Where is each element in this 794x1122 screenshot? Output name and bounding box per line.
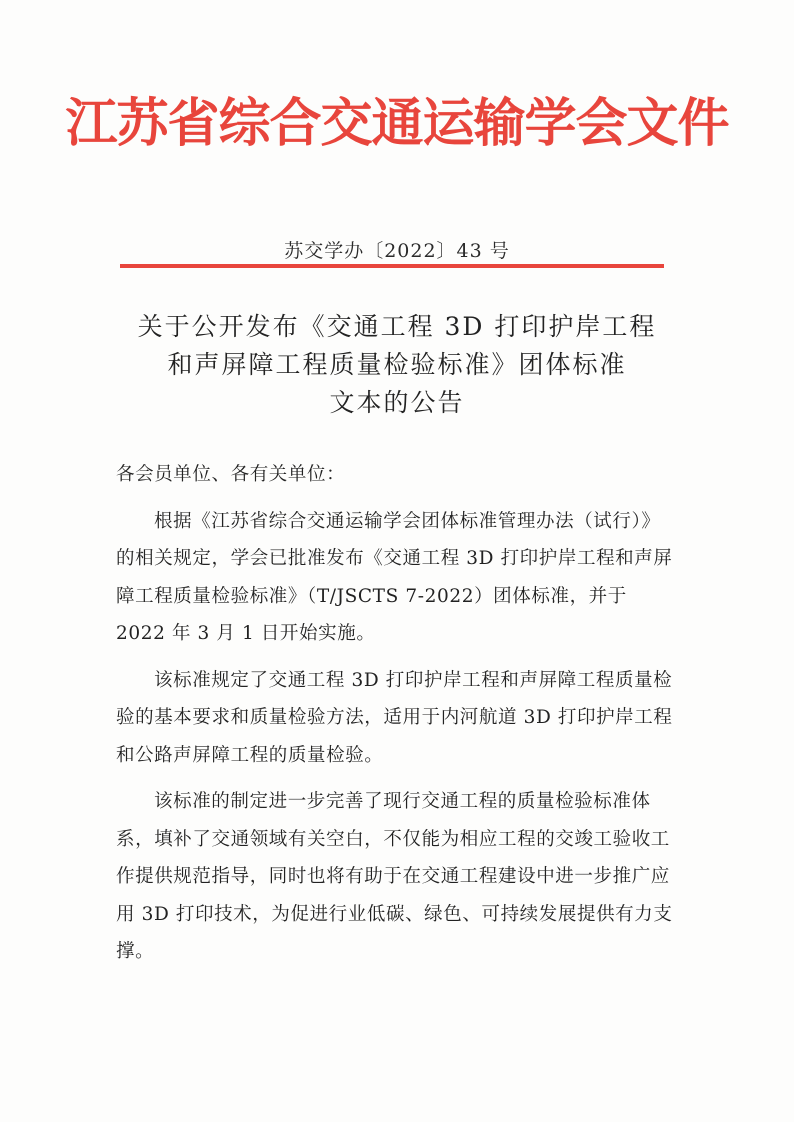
title-line-3: 文本的公告 [329,388,465,417]
salutation: 各会员单位、各有关单位： [116,464,346,485]
announcement-body [116,456,676,971]
title-line-1: 关于公开发布《交通工程 3D 打印护岸工程 [137,312,657,341]
body-paragraph-3: 该标准的制定进一步完善了现行交通工程的质量检验标准体系，填补了交通领域有关空白，不仅能为相应工程的交竣工验收工作提供规范指导，同时也将有助于在交通工程建设中进一步推广应用 3D 打印技术，为促进行业低碳、绿色、可持续发展提供有力支撑。 [116,791,673,962]
announcement-title [90,308,704,422]
org-letterhead-title: 江苏省综合交通运输学会文件 [65,93,729,154]
body-paragraph-1: 根据《江苏省综合交通运输学会团体标准管理办法（试行）》的相关规定，学会已批准发布《交通工程 3D 打印护岸工程和声屏障工程质量检验标准》（T/JSCTS 7-2022）团体标准，并于 2022 年 3 月 1 日开始实施。 [116,510,673,644]
document-number: 苏交学办〔2022〕43 号 [284,240,510,262]
title-line-2: 和声屏障工程质量检验标准》团体标准 [167,350,627,379]
body-paragraph-2: 该标准规定了交通工程 3D 打印护岸工程和声屏障工程质量检验的基本要求和质量检验方法，适用于内河航道 3D 打印护岸工程和公路声屏障工程的质量检验。 [116,669,673,766]
letterhead-red-divider [120,264,664,268]
